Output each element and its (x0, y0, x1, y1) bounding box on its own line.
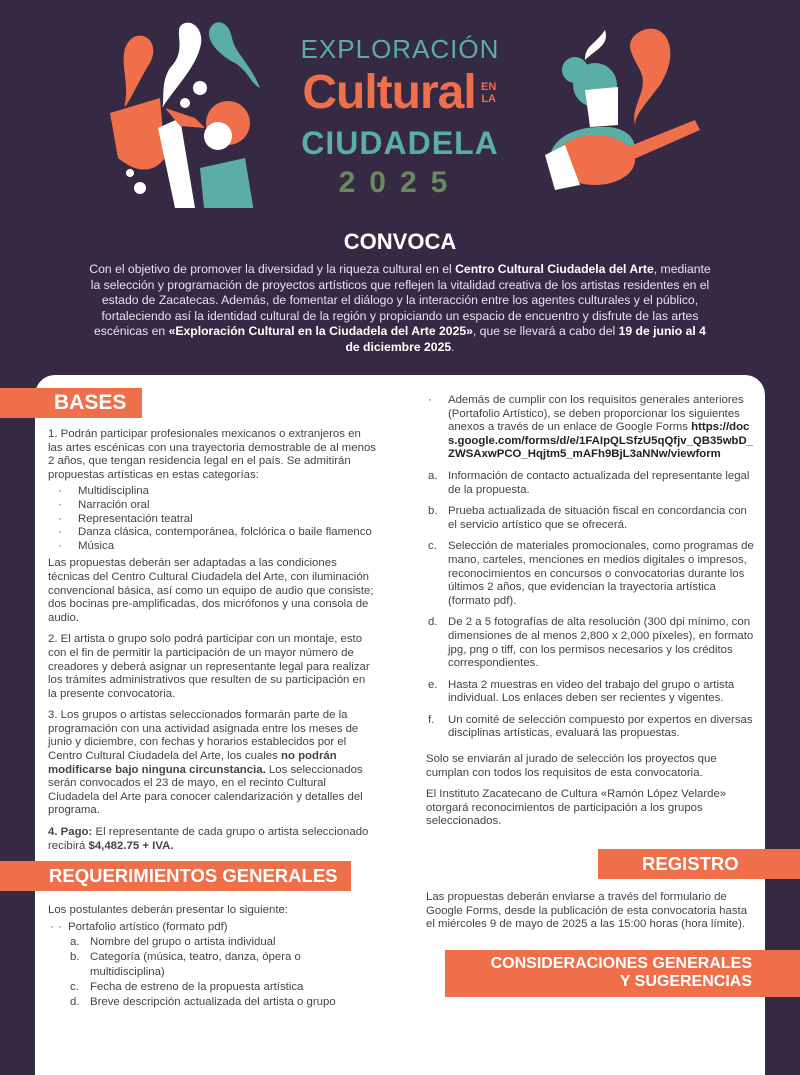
left-column (0, 388, 376, 1010)
bases-p3: 3. Los grupos o artistas seleccionados formarán parte de la programación con una actividad asignada entre los meses de junio y diciembre, con fechas y horarios establecidos por el Centro Cultural Ciudadela del Arte, los cuales no podrán modificarse bajo ninguna circunstancia. Los seleccionados serán convocados el 23 de mayo, en el recinto Cultural Ciudadela del Arte para conocer calendarización y detalles del programa. (48, 709, 363, 817)
logo-line-ciudadela: CIUDADELA (301, 125, 499, 161)
category-item: · Multidisciplina (48, 485, 376, 499)
category-item: · Narración oral (48, 499, 376, 513)
anexos-note-2: El Instituto Zacatecano de Cultura «Ramón López Velarde» otorgará reconocimientos de participación a los grupos seleccionados. (426, 788, 727, 828)
section-header-bases: BASES (0, 388, 142, 418)
intro-paragraph: Con el objetivo de promover la diversidad y la riqueza cultural en el Centro Cultural Ciudadela del Arte, mediante la selección y programación de proyectos artísticos que reflejen la vitalidad creativa de los artistas residentes en el estado de Zacatecas. Además, de fomentar el diálogo y la interacción entre los agentes culturales y el público, fortaleciendo así la identidad cultural de la región y propiciando un espacio de encuentro y disfrute de las artes escénicas en «Exploración Cultural en la Ciudadela del Arte 2025», que se llevará a cabo del 19 de junio al 4 de diciembre 2025. (89, 262, 711, 354)
page-title: CONVOCA (343, 229, 457, 254)
guitarist-right-illustration (540, 15, 700, 195)
musician-left-illustration (110, 8, 260, 208)
anexo-item: d. De 2 a 5 fotografías de alta resolución (300 dpi mínimo, con dimensiones de al menos 2,800 x 2,000 píxeles), en formato jpg, png o tiff, con los permisos necesarios y los créditos correspondientes. (428, 616, 754, 670)
bases-p1: 1. Podrán participar profesionales mexicanos o extranjeros en las artes escénicas con una trayectoria demostrable de al menos 2 años, que tengan residencia legal en el país. Se admitirán propuestas artísticas en estas categorías: (48, 428, 376, 481)
anexo-item: c. Selección de materiales promocionales, como programas de mano, carteles, menciones en medios digitales o impresos, reconocimientos en concursos o convocatorias durante los últimos 2 años, que evidencian la trayectoria artística (formato pdf). (428, 540, 754, 607)
anexos-note-1: Solo se enviarán al jurado de selección los proyectos que cumplan con todos los requisitos de esta convocatoria. (426, 753, 717, 779)
logo-en-la: EN LA (481, 81, 497, 105)
anexo-item: f. Un comité de selección compuesto por expertos en diversas disciplinas artísticas, evaluará las propuestas. (428, 713, 753, 740)
requerimiento-item: c. Fecha de estreno de la propuesta artística (70, 981, 304, 994)
logo-line-cultural: Cultural (302, 66, 476, 119)
section-header-consideraciones: CONSIDERACIONES GENERALES Y SUGERENCIAS (445, 950, 800, 997)
requerimientos-section (0, 891, 376, 1010)
requerimientos-bullet: · · Portafolio artístico (formato pdf) (48, 920, 376, 935)
anexos-section (426, 394, 756, 829)
category-item: · Representación teatral (48, 513, 376, 527)
registro-text: Las propuestas deberán enviarse a través del formulario de Google Forms, desde la publicación de esta convocatoria hasta el miércoles 9 de mayo de 2025 a las 15:00 horas (hora límite). (426, 891, 748, 931)
logo-cultural-row (290, 66, 510, 120)
google-forms-link[interactable]: https://docs.google.com/forms/d/e/1FAIpQLSfzU5qQfjv_QB35wbD_ZWSAxwPCO_Hqjtm5_mAFh9BjL3aNNw/viewform (448, 421, 754, 461)
section-header-requerimientos: REQUERIMIENTOS GENERALES (0, 861, 351, 891)
bases-p4: 4. Pago: El representante de cada grupo o artista seleccionado recibirá $4,482.75 + IVA. (48, 826, 369, 852)
bases-section (0, 418, 376, 853)
requerimiento-item: a. Nombre del grupo o artista individual (70, 936, 276, 949)
bases-p1b: Las propuestas deberán ser adaptadas a las condiciones técnicas del Centro Cultural Ciudadela del Arte, con iluminación convencional básica, así como un equipo de audio que consiste; dos bocinas pre-amplificadas, dos micrófonos y una consola de audio. (48, 557, 374, 624)
anexos-intro: · Además de cumplir con los requisitos generales anteriores (Portafolio Artístico), se deben proporcionar los siguientes anexos a través de un enlace de Google Forms https://docs.google.com/forms/d/e/1FAIpQLSfzU5qQfjv_QB35wbD_ZWSAxwPCO_Hqjtm5_mAFh9BjL3aNNw/viewform (428, 394, 754, 461)
requerimiento-item: b. Categoría (música, teatro, danza, ópera o multidisciplina) (70, 951, 301, 979)
category-item: · Música (48, 540, 376, 554)
category-item: · Danza clásica, contemporánea, folclórica o baile flamenco (48, 526, 376, 540)
logo-line-exploracion: EXPLORACIÓN (300, 34, 500, 64)
anexo-item: a. Información de contacto actualizada del representante legal de la propuesta. (428, 469, 750, 496)
anexo-item: e. Hasta 2 muestras en video del trabajo del grupo o artista individual. Los enlaces deben ser recientes y vigentes. (428, 678, 735, 705)
anexo-item: b. Prueba actualizada de situación fiscal en concordancia con el servicio artístico que se ofrecerá. (428, 505, 747, 531)
requerimientos-intro: Los postulantes deberán presentar lo siguiente: (48, 904, 288, 917)
bases-p2: 2. El artista o grupo solo podrá participar con un montaje, esto con el fin de permitir la participación de un mayor número de creadores y deberá asignar un representante legal para realizar los trámites administrativos que resulten de su participación en la presente convocatoria. (48, 633, 370, 700)
requerimiento-item: d. Breve descripción actualizada del artista o grupo (70, 996, 336, 1009)
section-header-registro: REGISTRO (598, 849, 800, 879)
right-column (426, 394, 800, 997)
category-list (48, 485, 376, 553)
logo-year: 2025 (338, 166, 462, 199)
